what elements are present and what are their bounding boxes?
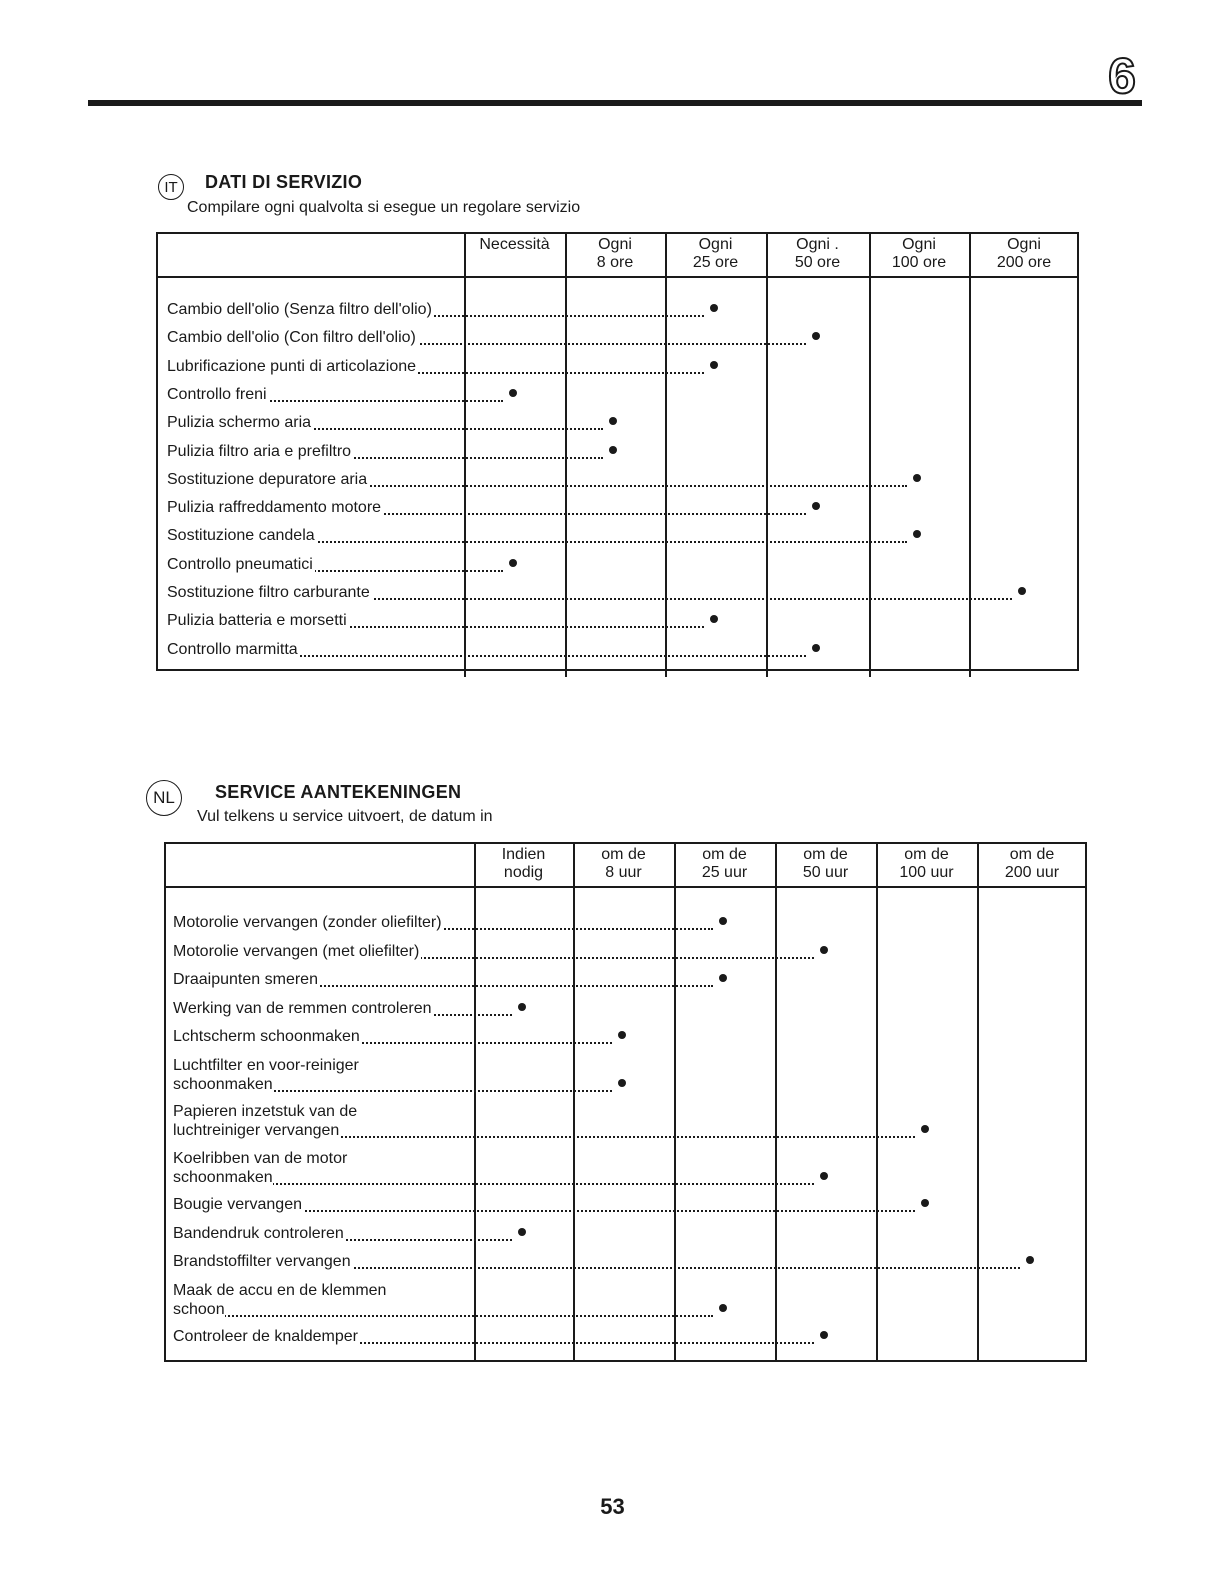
column-divider <box>775 842 777 1362</box>
interval-dot <box>1018 587 1026 595</box>
header-divider <box>164 886 1087 888</box>
row-label: Lubrificazione punti di articolazione <box>167 357 417 375</box>
column-header-line: Ogni <box>902 236 936 253</box>
interval-dot <box>618 1079 626 1087</box>
column-divider <box>869 232 871 677</box>
column-header <box>573 846 674 882</box>
column-header-line: Ogni <box>1007 236 1041 253</box>
column-header-line: Indien <box>501 846 546 863</box>
section-title-it: DATI DI SERVIZIO <box>205 172 363 192</box>
row-label: Bandendruk controleren <box>173 1224 344 1242</box>
column-header <box>775 846 876 882</box>
column-header <box>665 236 766 272</box>
interval-dot <box>518 1228 526 1236</box>
chapter-number: 6 <box>1108 48 1136 104</box>
column-header-line: om de <box>904 846 949 863</box>
row-label: Cambio dell'olio (Con filtro dell'olio) <box>167 329 416 347</box>
row-label-line: Luchtfilter en voor-reiniger <box>173 1056 359 1074</box>
column-header-line: 25 ore <box>692 254 739 271</box>
interval-dot <box>812 332 820 340</box>
row-label: Cambio dell'olio (Senza filtro dell'olio) <box>167 301 432 318</box>
column-header <box>565 236 665 272</box>
interval-dot <box>921 1199 929 1207</box>
language-badge-nl: NL <box>146 780 182 816</box>
column-divider <box>573 842 575 1362</box>
column-header-line: 8 uur <box>605 864 642 881</box>
row-label: Controllo pneumatici <box>167 555 313 573</box>
chapter-rule <box>88 100 1142 106</box>
row-label: Brandstoffilter vervangen <box>173 1253 351 1270</box>
row-label-line: schoonmaken <box>173 1075 273 1093</box>
column-header <box>464 236 565 254</box>
column-header-line: om de <box>702 846 747 863</box>
row-label: Sostituzione filtro carburante <box>167 584 370 601</box>
column-header-line: om de <box>803 846 848 863</box>
column-header-line: Ogni <box>598 236 632 253</box>
interval-dot <box>820 946 828 954</box>
column-divider <box>969 232 971 677</box>
interval-dot <box>518 1003 526 1011</box>
row-label-line: Maak de accu en de klemmen <box>173 1281 387 1299</box>
row-label: Controllo freni <box>167 385 267 403</box>
row-label: Pulizia batteria e morsetti <box>167 612 347 630</box>
row-label: Motorolie vervangen (zonder oliefilter) <box>173 914 442 931</box>
column-header-line: 200 uur <box>1004 864 1060 881</box>
row-label <box>173 1102 359 1140</box>
row-label: Pulizia schermo aria <box>167 414 312 432</box>
column-header-line: nodig <box>503 864 544 881</box>
column-divider <box>766 232 768 677</box>
interval-dot <box>719 1304 727 1312</box>
column-header-line: 100 uur <box>899 864 954 881</box>
row-label-line: luchtreiniger vervangen <box>173 1122 340 1139</box>
column-header <box>766 236 869 272</box>
row-label: Pulizia filtro aria e prefiltro <box>167 442 352 460</box>
interval-dot <box>812 502 820 510</box>
interval-dot <box>509 559 517 567</box>
row-label-line: Koelribben van de motor <box>173 1149 348 1167</box>
interval-dot <box>710 304 718 312</box>
row-label-line: schoon <box>173 1300 225 1318</box>
row-label-line: schoonmaken <box>173 1168 273 1186</box>
column-divider <box>665 232 667 677</box>
column-header-line: Necessità <box>479 236 550 253</box>
row-label: Controllo marmitta <box>167 640 298 658</box>
interval-dot <box>921 1125 929 1133</box>
column-header-line: om de <box>601 846 646 863</box>
column-header <box>876 846 977 882</box>
row-label: Lchtscherm schoonmaken <box>173 1028 360 1045</box>
interval-dot <box>812 644 820 652</box>
row-label: Werking van de remmen controleren <box>173 999 432 1017</box>
column-divider <box>474 842 476 1362</box>
column-header <box>474 846 573 882</box>
column-header <box>969 236 1079 272</box>
column-header-line: om de <box>1009 846 1055 863</box>
row-label: Bougie vervangen <box>173 1196 302 1213</box>
row-label: Draaipunten smeren <box>173 971 318 988</box>
column-divider <box>464 232 466 677</box>
section-subtitle-it: Compilare ogni qualvolta si esegue un regolare servizio <box>187 199 581 216</box>
interval-dot <box>618 1031 626 1039</box>
row-label: Sostituzione candela <box>167 527 315 545</box>
column-header-line: 50 uur <box>802 864 849 881</box>
column-header-line: 100 ore <box>891 254 947 271</box>
interval-dot <box>1026 1256 1034 1264</box>
column-header-line: 200 ore <box>996 254 1052 271</box>
row-label <box>173 1056 361 1094</box>
interval-dot <box>719 917 727 925</box>
row-label: Motorolie vervangen (met oliefilter) <box>173 942 420 960</box>
column-header-line: Ogni . <box>796 236 839 253</box>
interval-dot <box>913 474 921 482</box>
column-header-line: 8 ore <box>596 254 634 271</box>
interval-dot <box>719 974 727 982</box>
row-label <box>173 1149 349 1187</box>
column-divider <box>977 842 979 1362</box>
section-title-nl: SERVICE AANTEKENINGEN <box>215 782 462 802</box>
interval-dot <box>710 361 718 369</box>
page-number: 53 <box>600 1494 625 1519</box>
row-label: Controleer de knaldemper <box>173 1328 358 1345</box>
interval-dot <box>609 446 617 454</box>
header-divider <box>156 276 1079 278</box>
row-label: Sostituzione depuratore aria <box>167 470 368 488</box>
column-divider <box>565 232 567 677</box>
interval-dot <box>509 389 517 397</box>
interval-dot <box>820 1331 828 1339</box>
column-header <box>977 846 1087 882</box>
section-subtitle-nl: Vul telkens u service uitvoert, de datum in <box>197 808 493 825</box>
column-header-line: 25 uur <box>701 864 748 881</box>
language-badge-it: IT <box>158 174 184 200</box>
row-label-line: Papieren inzetstuk van de <box>173 1103 358 1120</box>
column-header <box>869 236 969 272</box>
interval-dot <box>710 615 718 623</box>
column-divider <box>674 842 676 1362</box>
column-divider <box>876 842 878 1362</box>
column-header <box>674 846 775 882</box>
column-header-line: Ogni <box>698 236 733 253</box>
column-header-line: 50 ore <box>794 254 841 271</box>
interval-dot <box>820 1172 828 1180</box>
row-label: Pulizia raffreddamento motore <box>167 499 382 517</box>
row-label <box>173 1281 388 1319</box>
